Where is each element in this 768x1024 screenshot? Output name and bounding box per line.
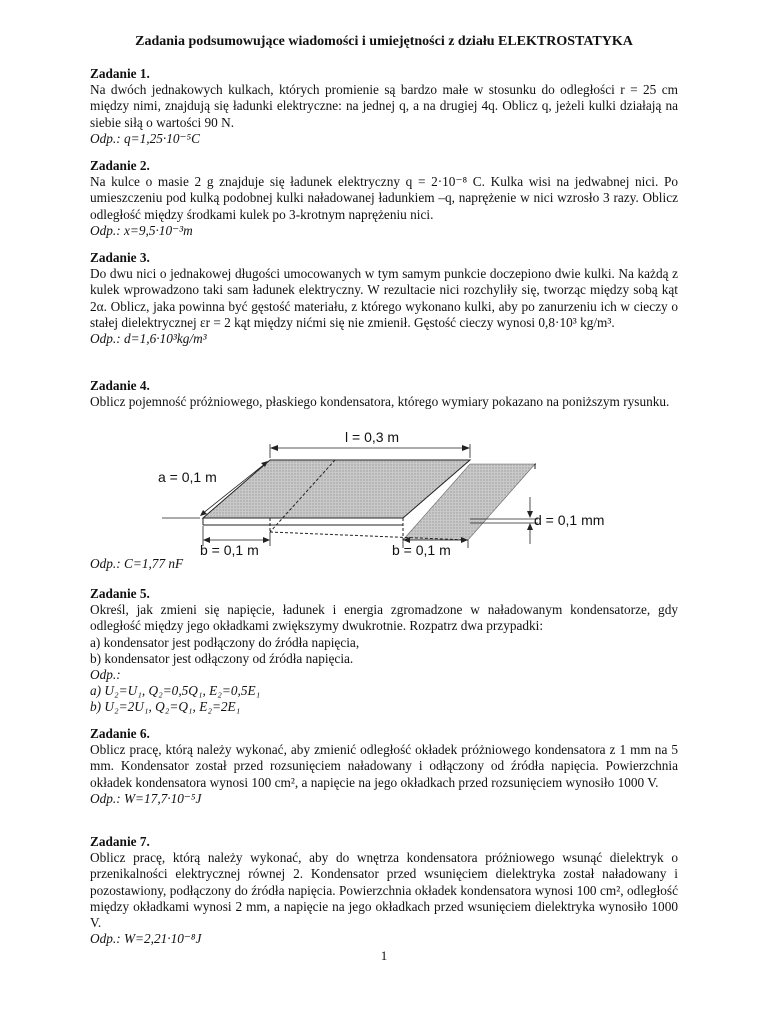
label-b-left: b = 0,1 m <box>200 542 259 558</box>
task-item: b) kondensator jest odłączony od źródła napięcia. <box>90 650 354 666</box>
task-heading: Zadanie 6. <box>90 726 150 741</box>
task-answer: Odp.: d=1,6·10³kg/m³ <box>90 331 207 347</box>
task-text: Określ, jak zmieni się napięcie, ładunek i energia zgromadzone w naładowanym kondensatorze, gdy odległość między jego okładkami zwiększymy dwukrotnie. Rozpatrz dwa przypadki: <box>90 602 678 634</box>
task-2 <box>90 158 678 239</box>
task-text: Oblicz pojemność próżniowego, płaskiego kondensatora, którego wymiary pokazano na poniższym rysunku. <box>90 394 670 410</box>
task-heading: Zadanie 5. <box>90 586 150 601</box>
task-5 <box>90 586 678 716</box>
capacitor-diagram <box>90 422 678 558</box>
label-l: l = 0,3 m <box>345 429 400 445</box>
task-text: Na dwóch jednakowych kulkach, których promienie są bardzo małe w stosunku do odległości r = 25 cm między nimi, znajdują się ładunki elektryczne: na jednej q, a na drugiej 4q. Oblicz q, jeżeli kulki działają na siebie siłą o wartości 90 N. <box>90 82 678 130</box>
task-heading: Zadanie 1. <box>90 66 150 81</box>
task-7 <box>90 834 678 947</box>
task-answer: Odp.: q=1,25·10⁻⁵C <box>90 130 200 146</box>
task-heading: Zadanie 7. <box>90 834 150 849</box>
task-answer: Odp.: C=1,77 nF <box>90 556 184 571</box>
capacitor-figure <box>90 422 678 558</box>
task-heading: Zadanie 2. <box>90 158 150 173</box>
page-title: Zadania podsumowujące wiadomości i umiejętności z działu ELEKTROSTATYKA <box>135 34 633 49</box>
task-item: a) kondensator jest podłączony do źródła napięcia, <box>90 634 360 650</box>
task-text: Do dwu nici o jednakowej długości umocowanych w tym samym punkcie doczepiono dwie kulki. Na każdą z kulek wprowadzono taki sam ładunek elektryczny. W rezultacie nici rozchyliły się, tworząc między sobą kąt 2α. Oblicz, jaka powinna być gęstość materiału, z którego wykonano kulki, aby po zanurzeniu ich w cieczy o stałej dielektrycznej εr = 2 kąt między nićmi się nie zmienił. Gęstość cieczy wynosi 0,8·10³ kg/m³. <box>90 266 678 330</box>
task-1 <box>90 66 678 147</box>
task-answer: b) U₂=2U₁, Q₂=Q₁, E₂=2E₁ <box>90 699 241 715</box>
task-6 <box>90 726 678 807</box>
task-text: Oblicz pracę, którą należy wykonać, aby do wnętrza kondensatora próżniowego wsunąć dielektryk o przenikalności elektrycznej równej 2. Kondensator przed wsunięciem dielektryka został naładowany i pozostawiony, podłączony do źródła napięcia. Powierzchnia okładek kondensatora wynosi 100 cm², odległość między okładkami wynosi 2 mm, a napięcie na jego okładkach przed wsunięciem dielektryka wynosiło 1000 V. <box>90 850 678 931</box>
label-a: a = 0,1 m <box>158 469 217 485</box>
task-answer: Odp.: W=2,21·10⁻⁸J <box>90 931 202 947</box>
task-answer: Odp.: W=17,7·10⁻⁵J <box>90 790 202 806</box>
label-d: d = 0,1 mm <box>534 512 605 528</box>
label-b-right: b = 0,1 m <box>392 542 451 558</box>
task-text: Oblicz pracę, którą należy wykonać, aby zmienić odległość okładek próżniowego kondensatora z 1 mm na 5 mm. Kondensator został przed rozsunięciem naładowany i odłączony od źródła napięcia. Powierzchnia okładek kondensatora wynosi 100 cm², a napięcie na jego okładkach przed rozsunięciem wynosiło 1000 V. <box>90 742 678 790</box>
task-heading: Zadanie 3. <box>90 250 150 265</box>
task-answer: Odp.: x=9,5·10⁻³m <box>90 222 193 238</box>
task-heading: Zadanie 4. <box>90 378 150 393</box>
task-answer: a) U₂=U₁, Q₂=0,5Q₁, E₂=0,5E₁ <box>90 683 261 699</box>
task-answer-label: Odp.: <box>90 667 121 683</box>
task-4 <box>90 378 678 410</box>
task-4-answer <box>90 556 678 572</box>
task-text: Na kulce o masie 2 g znajduje się ładunek elektryczny q = 2·10⁻⁸ C. Kulka wisi na jedwabnej nici. Po umieszczeniu pod kulką podobnej kulki naładowanej ładunkiem –q, naprężenie w nici wzrosło 3 razy. Oblicz odległość między środkami kulek po 3-krotnym naprężeniu nici. <box>90 174 678 222</box>
task-3 <box>90 250 678 347</box>
page-number: 1 <box>380 948 388 963</box>
